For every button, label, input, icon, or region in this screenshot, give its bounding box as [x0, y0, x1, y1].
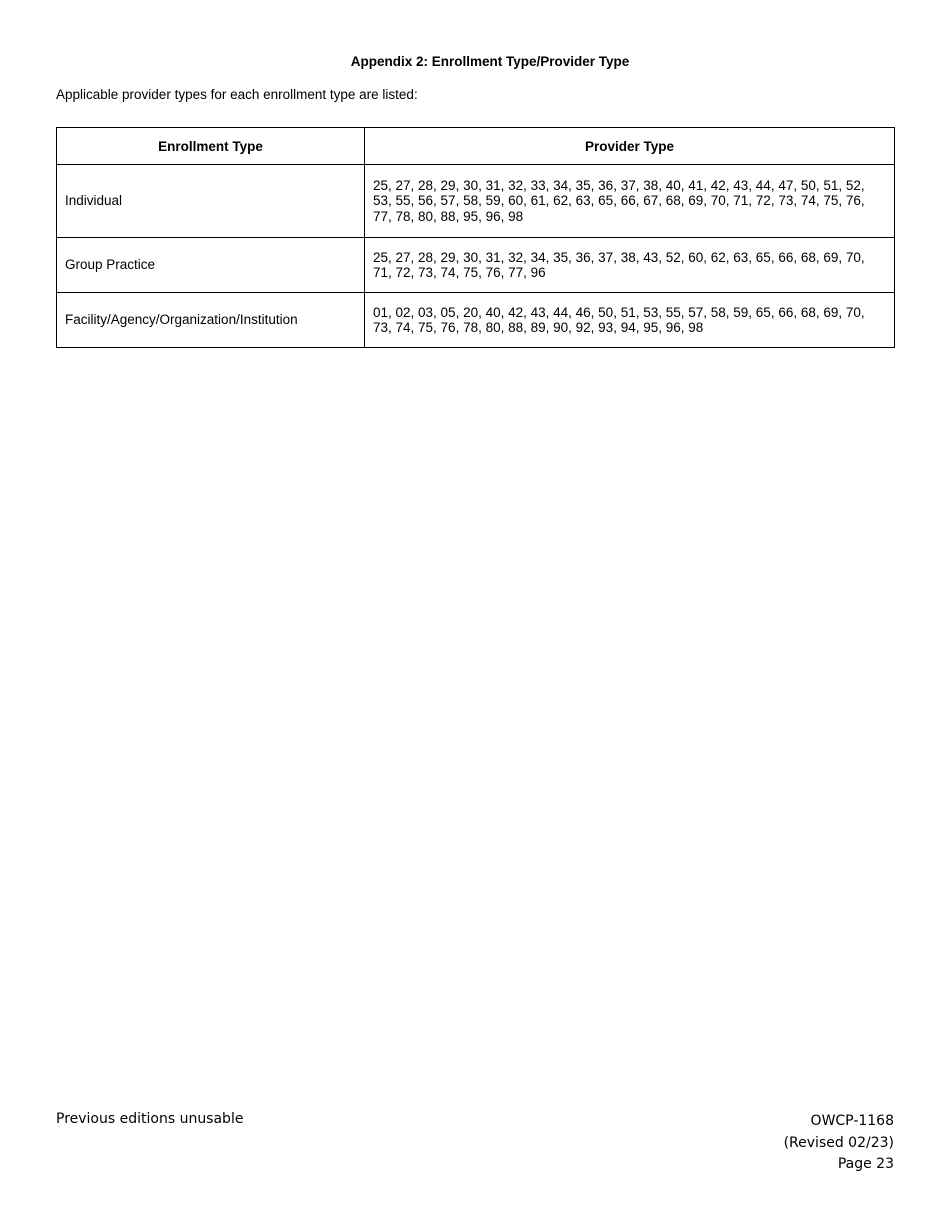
page-number: Page 23	[837, 1156, 894, 1172]
table-row	[57, 293, 895, 348]
header-provider-type: Provider Type	[365, 128, 895, 165]
enrollment-type-cell: Facility/Agency/Organization/Institution	[57, 293, 365, 348]
revision-date: (Revised 02/23)	[783, 1134, 894, 1151]
table-row	[57, 238, 895, 293]
enrollment-type-cell: Group Practice	[57, 238, 365, 293]
enrollment-provider-table	[56, 127, 895, 348]
intro-text: Applicable provider types for each enrollment type are listed:	[56, 87, 418, 102]
page-title: Appendix 2: Enrollment Type/Provider Type	[350, 54, 630, 69]
header-enrollment-type: Enrollment Type	[57, 128, 365, 165]
form-number: OWCP-1168	[810, 1113, 894, 1129]
provider-types-cell: 25, 27, 28, 29, 30, 31, 32, 34, 35, 36, 37, 38, 43, 52, 60, 62, 63, 65, 66, 68, 69, 70, 71, 72, 73, 74, 75, 76, 77, 96	[365, 238, 895, 293]
footer-note: Previous editions unusable	[56, 1111, 244, 1127]
table-header-row	[57, 128, 895, 165]
enrollment-type-cell: Individual	[57, 165, 365, 238]
footer-form-info	[784, 1111, 894, 1176]
provider-types-cell: 25, 27, 28, 29, 30, 31, 32, 33, 34, 35, 36, 37, 38, 40, 41, 42, 43, 44, 47, 50, 51, 52, 53, 55, 56, 57, 58, 59, 60, 61, 62, 63, 65, 66, 67, 68, 69, 70, 71, 72, 73, 74, 75, 76, 77, 78, 80, 88, 95, 96, 98	[365, 165, 895, 238]
table-row	[57, 165, 895, 238]
provider-types-cell: 01, 02, 03, 05, 20, 40, 42, 43, 44, 46, 50, 51, 53, 55, 57, 58, 59, 65, 66, 68, 69, 70, 73, 74, 75, 76, 78, 80, 88, 89, 90, 92, 93, 94, 95, 96, 98	[365, 293, 895, 348]
